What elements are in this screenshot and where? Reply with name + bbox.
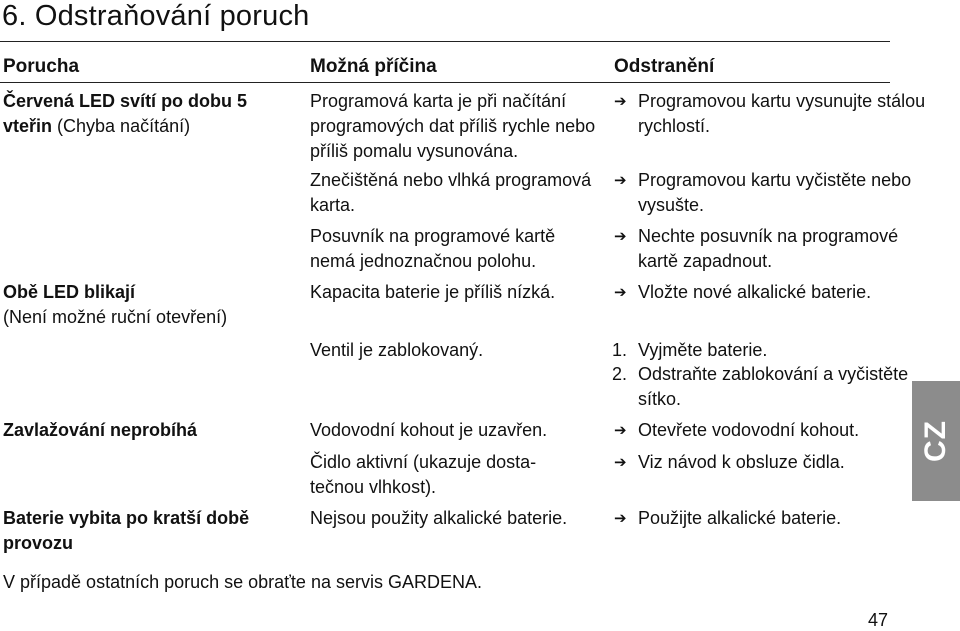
arrow-icon: ➔ (614, 454, 627, 471)
arrow-icon: ➔ (614, 422, 627, 439)
page-number: 47 (868, 610, 889, 630)
fault-title: Obě LED blikají (3, 282, 136, 302)
header-remedy: Odstranění (614, 56, 715, 77)
page-title: 6. Odstraňování poruch (2, 0, 310, 32)
cause-cell: Vodovodní kohout je uzavřen. (310, 420, 548, 440)
footer-note: V případě ostatních poruch se obraťte na servis GARDENA. (3, 572, 482, 592)
step-text: Vyjměte baterie. (638, 340, 768, 360)
remedy-cell: Programovou kartu vyčistěte nebo vysušte. (638, 170, 912, 215)
fault-cell (3, 280, 298, 330)
fault-note: (Chyba načítání) (52, 116, 191, 136)
header-cause: Možná příčina (310, 56, 437, 77)
fault-cell (3, 418, 298, 443)
remedy-cell: Viz návod k obsluze čidla. (638, 452, 845, 472)
step-number: 1. (612, 340, 628, 360)
remedy-cell: Použijte alkalické baterie. (638, 508, 842, 528)
language-badge (912, 381, 960, 501)
fault-note: (Není možné ruční otevření) (3, 307, 228, 327)
arrow-icon: ➔ (614, 510, 627, 527)
cause-cell: Kapacita baterie je příliš nízká. (310, 282, 556, 302)
header-top-rule (0, 41, 890, 42)
fault-title: Baterie vybita po kratší době provozu (3, 508, 250, 553)
arrow-icon: ➔ (614, 228, 627, 245)
remedy-cell: Nechte posuvník na programové kartě zapadnout. (638, 226, 899, 271)
arrow-icon: ➔ (614, 284, 627, 301)
remedy-cell: Otevřete vodovodní kohout. (638, 420, 860, 440)
arrow-icon: ➔ (614, 172, 627, 189)
cause-cell: Posuvník na programové kartě nemá jednoznačnou polohu. (310, 226, 556, 271)
cause-cell: Čidlo aktivní (ukazuje dostatečnou vlhkost). (310, 452, 537, 497)
header-fault: Porucha (3, 56, 80, 77)
remedy-cell: Vložte nové alkalické baterie. (638, 282, 872, 302)
step-text: Odstraňte zablokování a vyčistěte sítko. (638, 364, 909, 409)
language-badge-label: CZ (919, 420, 952, 462)
fault-title: Červená LED svítí po dobu 5 vteřin (3, 91, 248, 136)
header-bottom-rule (0, 82, 890, 83)
step-number: 2. (612, 364, 628, 384)
fault-cell (3, 506, 253, 556)
cause-cell: Ventil je zablokovaný. (310, 340, 484, 360)
fault-title: Zavlažování neprobíhá (3, 420, 198, 440)
remedy-cell: Programovou kartu vysunujte stálou rychlostí. (638, 91, 926, 136)
cause-cell: Programová karta je při načítání programových dat příliš rychle nebo příliš pomalu vysunována. (310, 91, 596, 161)
arrow-icon: ➔ (614, 93, 627, 110)
fault-cell (3, 89, 298, 139)
cause-cell: Nejsou použity alkalické baterie. (310, 508, 568, 528)
cause-cell: Znečištěná nebo vlhká programová karta. (310, 170, 592, 215)
